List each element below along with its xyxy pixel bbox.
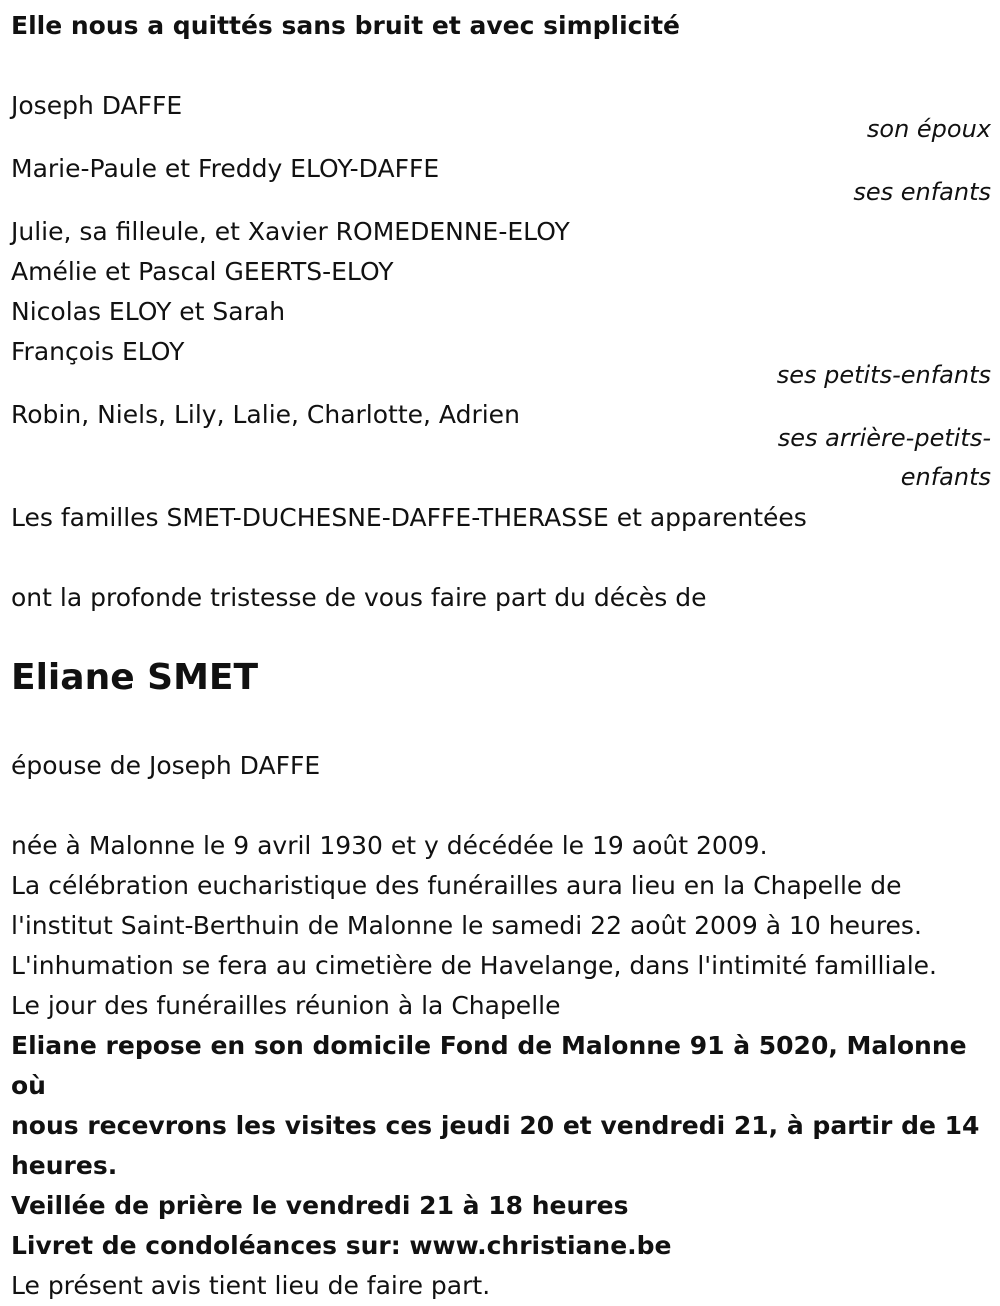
announcement-text: ont la profonde tristesse de vous faire part du décès de bbox=[11, 583, 707, 612]
condolences-label: Livret de condoléances sur: bbox=[11, 1231, 410, 1260]
family-name: Robin, Niels, Lily, Lalie, Charlotte, Adrien bbox=[11, 400, 520, 429]
detail-line: l'institut Saint-Berthuin de Malonne le samedi 22 août 2009 à 10 heures. bbox=[11, 911, 922, 940]
condolences-line bbox=[11, 1226, 996, 1266]
family-name: Nicolas ELOY et Sarah bbox=[11, 297, 286, 326]
footer-note: Le présent avis tient lieu de faire part. bbox=[11, 1271, 491, 1300]
header-title: Elle nous a quittés sans bruit et avec simplicité bbox=[11, 11, 680, 40]
family-name: Joseph DAFFE bbox=[11, 91, 183, 120]
condolences-link[interactable]: www.christiane.be bbox=[409, 1231, 672, 1260]
visitation-line: heures. bbox=[11, 1151, 118, 1180]
family-role: son époux bbox=[866, 115, 991, 143]
family-role: ses enfants bbox=[853, 178, 991, 206]
family-role: enfants bbox=[900, 463, 991, 491]
detail-line: née à Malonne le 9 avril 1930 et y décédée le 19 août 2009. bbox=[11, 831, 768, 860]
family-name: Julie, sa filleule, et Xavier ROMEDENNE-ELOY bbox=[11, 217, 570, 246]
detail-line: Le jour des funérailles réunion à la Chapelle bbox=[11, 991, 561, 1020]
details-block bbox=[11, 826, 996, 1306]
family-role: ses petits-enfants bbox=[776, 361, 991, 389]
visitation-line: Eliane repose en son domicile Fond de Malonne 91 à 5020, Malonne où bbox=[11, 1031, 967, 1100]
family-name: Les familles SMET-DUCHESNE-DAFFE-THERASSE et apparentées bbox=[11, 503, 807, 532]
family-role: ses arrière-petits- bbox=[777, 424, 991, 452]
deceased-name: Eliane SMET bbox=[11, 657, 259, 698]
vigil-line: Veillée de prière le vendredi 21 à 18 heures bbox=[11, 1191, 629, 1220]
family-name: François ELOY bbox=[11, 337, 185, 366]
detail-line: La célébration eucharistique des funérailles aura lieu en la Chapelle de bbox=[11, 871, 902, 900]
detail-line: L'inhumation se fera au cimetière de Havelange, dans l'intimité familliale. bbox=[11, 951, 937, 980]
spouse-line: épouse de Joseph DAFFE bbox=[11, 751, 321, 780]
family-name: Amélie et Pascal GEERTS-ELOY bbox=[11, 257, 394, 286]
visitation-line: nous recevrons les visites ces jeudi 20 et vendredi 21, à partir de 14 bbox=[11, 1111, 980, 1140]
family-name: Marie-Paule et Freddy ELOY-DAFFE bbox=[11, 154, 440, 183]
